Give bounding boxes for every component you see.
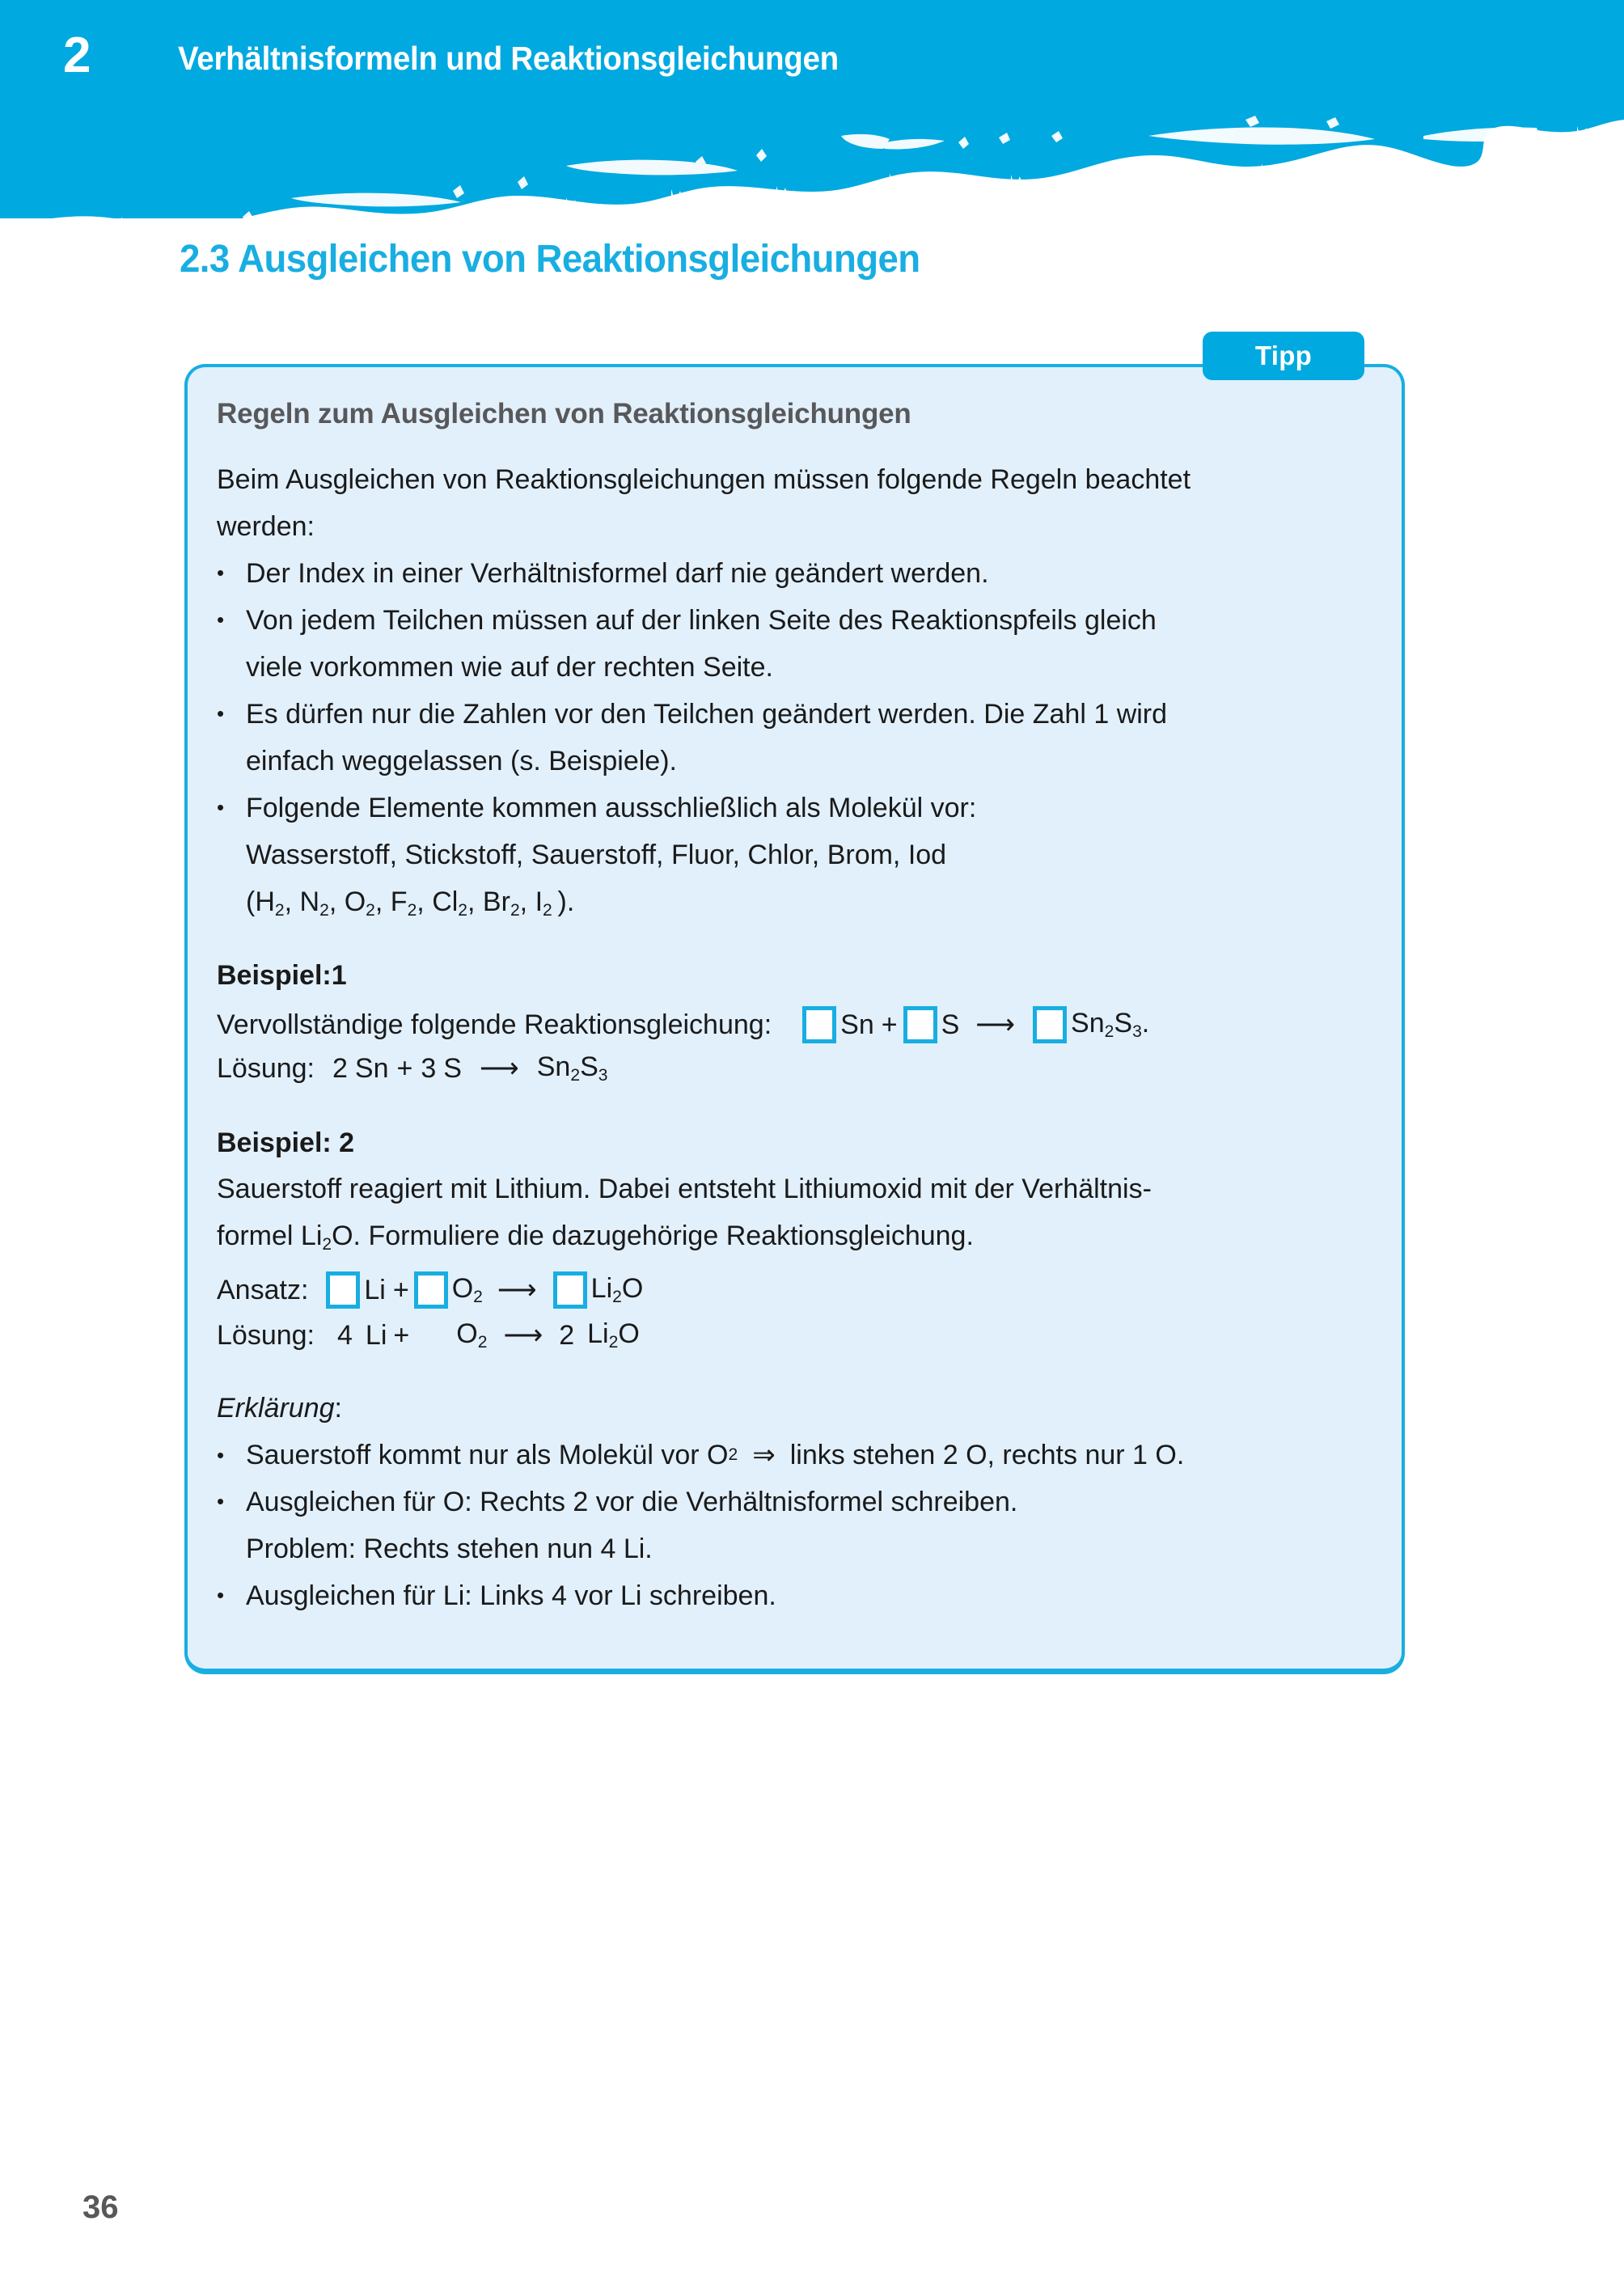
rule-2-line-1: Von jedem Teilchen müssen auf der linken Seite des Reaktionspfeils gleich: [246, 605, 1157, 636]
section-title: 2.3 Ausgleichen von Reaktionsgleichungen: [180, 238, 920, 281]
explanation-1-text-a: Sauerstoff kommt nur als Molekül vor O: [246, 1440, 729, 1470]
example-1-task-text: Vervollständige folgende Reaktionsgleichung:: [217, 1009, 772, 1040]
example-2-task-line-2b: O. Formuliere die dazugehörige Reaktionsgleichung.: [332, 1221, 974, 1251]
rule-item-4: [217, 794, 976, 822]
explanation-item-1: [217, 1441, 1184, 1469]
example-2-sym-1: Li: [365, 1319, 387, 1351]
answer-box-3[interactable]: [1033, 1006, 1067, 1043]
rule-3-line-1: Es dürfen nur die Zahlen vor den Teilchen geändert werden. Die Zahl 1 wird: [246, 699, 1168, 730]
answer-box-1[interactable]: [802, 1006, 836, 1043]
sub-2: 2: [366, 900, 375, 920]
chapter-number: 2: [63, 27, 91, 83]
tipp-badge: Tipp: [1203, 332, 1364, 380]
tipp-box-heading: Regeln zum Ausgleichen von Reaktionsgleichungen: [217, 398, 911, 429]
rule-4-line-1: Folgende Elemente kommen ausschließlich als Molekül vor:: [246, 793, 977, 823]
example-2-ansatz-label: Ansatz:: [217, 1275, 309, 1305]
rule-item-2: [217, 607, 1157, 634]
rule-4-formulas: ($H_2$, $N_2$, $O_2$, $F_2$, $Cl_2$, $Br_2$, $I_2$ ).: [246, 886, 575, 920]
example-1-term-2: S: [941, 1009, 960, 1040]
example-2-label: Beispiel: 2: [217, 1127, 355, 1158]
example-2-task-line-2a: formel Li: [217, 1221, 323, 1251]
example-2-task-line-1: Sauerstoff reagiert mit Lithium. Dabei entsteht Lithiumoxid mit der Verhältnis-: [217, 1174, 1152, 1204]
rule-item-1: [217, 560, 989, 587]
sub-2: 2: [407, 900, 417, 920]
page-number: 36: [82, 2189, 119, 2225]
chapter-title: Verhältnisformeln und Reaktionsgleichungen: [178, 40, 839, 77]
example-2-solution-plus: +: [393, 1319, 410, 1351]
explanation-1-text-b: links stehen 2 O, rechts nur 1 O.: [789, 1440, 1185, 1470]
rule-3-line-2: einfach weggelassen (s. Beispiele).: [246, 746, 677, 776]
example-2-solution-term-3: $Li_2O$: [587, 1318, 640, 1352]
bullet-icon: •: [217, 1583, 225, 1607]
example-1-task-row: [217, 1006, 1149, 1043]
example-2-solution-term-2: $O_2$: [456, 1318, 488, 1352]
example-1-coeff-2: 3: [421, 1052, 437, 1084]
sub-2: 2: [322, 1234, 332, 1254]
rule-4-line-2: Wasserstoff, Stickstoff, Sauerstoff, Fluor, Chlor, Brom, Iod: [246, 840, 947, 870]
example-2-coeff-3: 2: [559, 1319, 575, 1351]
example-1-solution-product: $Sn_2S_3$: [536, 1051, 608, 1085]
bullet-icon: •: [217, 607, 225, 632]
rule-2-line-2: viele vorkommen wie auf der rechten Seite.: [246, 652, 773, 683]
explanation-label: Erklärung: [217, 1393, 335, 1424]
explanation-item-2: [217, 1488, 1017, 1516]
rule-item-3: [217, 700, 1167, 728]
example-2-solution-row: [217, 1320, 640, 1351]
example-2-solution-label: Lösung:: [217, 1319, 315, 1351]
header-brush-shape: [0, 0, 1624, 218]
example-1-sym-1: Sn: [354, 1052, 389, 1084]
reaction-arrow-icon: ⟶: [975, 1009, 1016, 1040]
example-1-solution-row: [217, 1053, 607, 1084]
explanation-3-text-a: Ausgleichen für Li: Links 4 vor Li schreiben.: [246, 1580, 776, 1611]
bullet-icon: •: [217, 1489, 225, 1513]
explanation-item-3: [217, 1582, 776, 1610]
example-2-ansatz-row: [217, 1271, 643, 1309]
example-1-solution-plus: +: [396, 1052, 413, 1084]
example-2-coeff-1: 4: [337, 1319, 353, 1351]
explanation-label-row: [217, 1394, 342, 1422]
answer-box-2[interactable]: [903, 1006, 937, 1043]
sub-2: 2: [510, 900, 520, 920]
answer-box-5[interactable]: [414, 1271, 448, 1309]
bullet-icon: •: [217, 795, 225, 819]
explanation-2-text-a: Ausgleichen für O: Rechts 2 vor die Verhältnisformel schreiben.: [246, 1487, 1018, 1517]
example-1-label: Beispiel:1: [217, 960, 347, 991]
intro-line-2: werden:: [217, 511, 315, 542]
answer-box-4[interactable]: [326, 1271, 360, 1309]
implies-arrow-icon: ⇒: [752, 1440, 776, 1470]
bullet-icon: •: [217, 1442, 225, 1467]
reaction-arrow-icon: ⟶: [497, 1275, 537, 1305]
bullet-icon: •: [217, 701, 225, 726]
header-band: [0, 0, 1624, 218]
example-2-ansatz-term-2: $O_2$: [451, 1273, 483, 1306]
intro-line-1: Beim Ausgleichen von Reaktionsgleichungen müssen folgende Regeln beachtet: [217, 464, 1191, 495]
reaction-arrow-icon: ⟶: [503, 1319, 543, 1351]
example-1-coeff-1: 2: [332, 1052, 348, 1084]
example-1-plus: +: [881, 1009, 898, 1040]
example-1-solution-label: Lösung:: [217, 1052, 315, 1084]
bullet-icon: •: [217, 561, 225, 585]
sub-2: 2: [728, 1445, 738, 1465]
sub-2: 2: [458, 900, 468, 920]
example-2-task-line-2: [217, 1222, 974, 1253]
example-2-ansatz-plus: +: [392, 1275, 409, 1305]
example-1-term-1: Sn: [840, 1009, 874, 1040]
tipp-box: [184, 364, 1405, 1674]
sub-2: 2: [274, 900, 285, 920]
sub-2: 2: [319, 900, 329, 920]
answer-box-6[interactable]: [553, 1271, 587, 1309]
example-1-product: $Sn_2S_3$.: [1071, 1008, 1150, 1041]
example-2-ansatz-term-1: Li: [364, 1275, 386, 1305]
example-2-ansatz-term-3: $Li_2O$: [590, 1273, 644, 1306]
example-1-sym-2: S: [443, 1052, 462, 1084]
explanation-label-colon: :: [334, 1393, 342, 1424]
explanation-2-text-b: Problem: Rechts stehen nun 4 Li.: [246, 1534, 653, 1564]
reaction-arrow-icon: ⟶: [479, 1052, 519, 1084]
rule-1-line-1: Der Index in einer Verhältnisformel darf nie geändert werden.: [246, 558, 989, 589]
sub-2: 2: [543, 900, 552, 920]
